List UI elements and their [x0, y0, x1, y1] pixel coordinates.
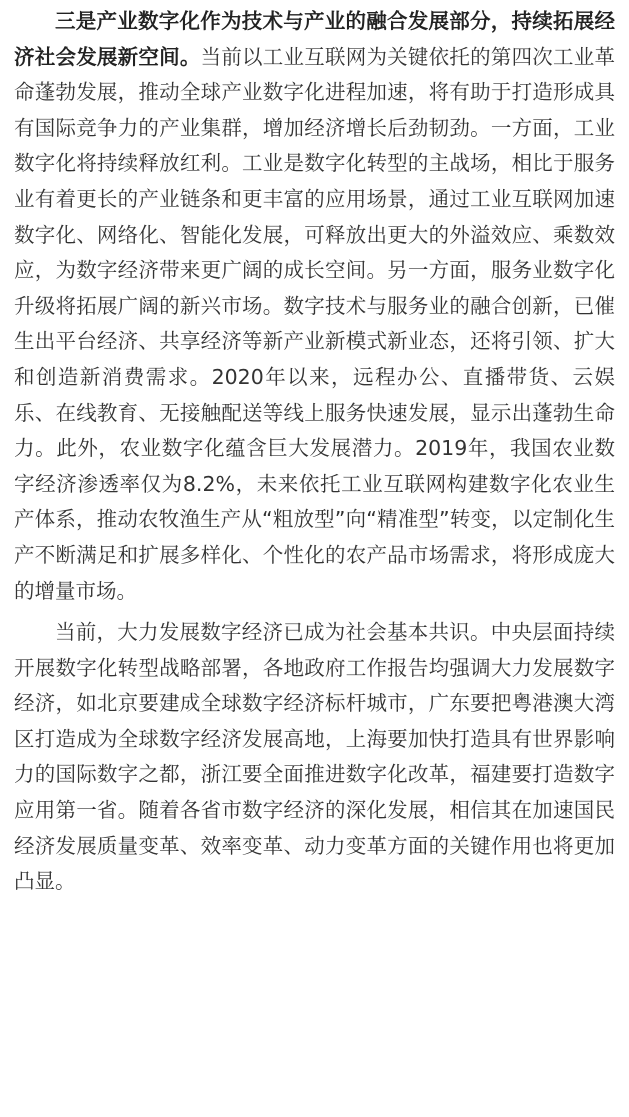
paragraph-text: 当前，大力发展数字经济已成为社会基本共识。中央层面持续开展数字化转型战略部署，各地政府工作报告均强调大力发展数字经济，如北京要建成全球数字经济标杆城市，广东要把粤港澳大湾区打造成为全球数字经济发展高地，上海要加快打造具有世界影响力的国际数字之都，浙江要全面推进数字化改革，福建要打造数字应用第一省。随着各省市数字经济的深化发展，相信其在加速国民经济发展质量变革、效率变革、动力变革方面的关键作用也将更加凸显。: [14, 620, 615, 894]
paragraph-lead-bold: 三是产业数字化作为技术与产业的融合发展部分，持续拓展经济社会发展新空间。: [14, 9, 615, 69]
paragraph-industrial-digitalization: [14, 4, 615, 609]
paragraph-text: 当前以工业互联网为关键依托的第四次工业革命蓬勃发展，推动全球产业数字化进程加速，将有助于打造形成具有国际竞争力的产业集群，增加经济增长后劲韧劲。一方面，工业数字化将持续释放红利。工业是数字化转型的主战场，相比于服务业有着更长的产业链条和更丰富的应用场景，通过工业互联网加速数字化、网络化、智能化发展，可释放出更大的外溢效应、乘数效应，为数字经济带来更广阔的成长空间。另一方面，服务业数字化升级将拓展广阔的新兴市场。数字技术与服务业的融合创新，已催生出平台经济、共享经济等新产业新模式新业态，还将引领、扩大和创造新消费需求。2020年以来，远程办公、直播带货、云娱乐、在线教育、无接触配送等线上服务快速发展，显示出蓬勃生命力。此外，农业数字化蕴含巨大发展潜力。2019年，我国农业数字经济渗透率仅为8.2%，未来依托工业互联网构建数字化农业生产体系，推动农牧渔生产从“粗放型”向“精准型”转变，以定制化生产不断满足和扩展多样化、个性化的农产品市场需求，将形成庞大的增量市场。: [14, 44, 616, 603]
paragraph-consensus: [14, 615, 615, 900]
